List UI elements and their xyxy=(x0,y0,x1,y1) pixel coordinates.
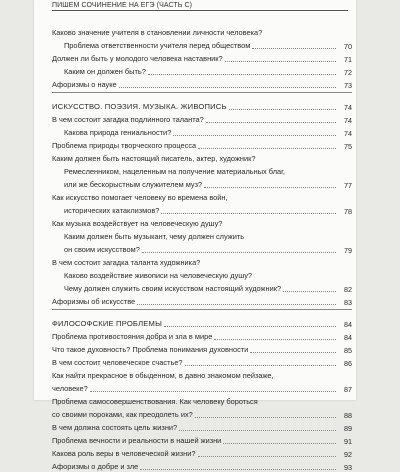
toc-entry xyxy=(52,268,352,281)
entry-text: В чем состоит человеческое счастье? xyxy=(52,358,183,368)
toc-entry xyxy=(52,355,352,368)
toc-entry xyxy=(52,281,352,294)
page-number: 72 xyxy=(344,68,352,77)
entry-text: Как найти прекрасное в обыденном, в давно знакомом пейзаже, xyxy=(52,371,274,381)
toc-section-heading xyxy=(52,314,352,329)
page-number: 93 xyxy=(344,463,352,472)
dot-leader xyxy=(164,326,336,327)
dot-leader xyxy=(225,61,336,62)
entry-text: со своими пороками, как преодолеть их? xyxy=(52,410,193,420)
entry-text: Каким должен быть настоящий писатель, актер, художник? xyxy=(52,154,256,164)
toc-entry xyxy=(52,433,352,446)
dot-leader xyxy=(252,48,336,49)
page-number: 79 xyxy=(344,246,352,255)
toc-entry xyxy=(52,190,352,203)
page-number: 70 xyxy=(344,42,352,51)
running-header: ПИШЕМ СОЧИНЕНИЕ НА ЕГЭ (ЧАСТЬ С) xyxy=(52,2,348,11)
entry-text: или же бескорыстным служителем муз? xyxy=(64,180,203,190)
page-number: 82 xyxy=(344,285,352,294)
entry-text: Какова природа гениальности? xyxy=(64,128,172,138)
toc-entry xyxy=(52,151,352,164)
dot-leader xyxy=(223,443,336,444)
toc-entry xyxy=(52,255,352,268)
entry-text: Должен ли быть у молодого человека наставник? xyxy=(52,54,223,64)
page-number: 86 xyxy=(344,359,352,368)
dot-leader xyxy=(161,213,336,214)
entry-text: Проблема природы творческого процесса xyxy=(52,141,197,151)
dot-leader xyxy=(214,339,336,340)
page-number: 85 xyxy=(344,346,352,355)
page-number: 83 xyxy=(344,298,352,307)
toc-entry xyxy=(52,25,352,38)
toc-entry xyxy=(52,64,352,77)
entry-text: Как искусство помогает человеку во времена войн, xyxy=(52,193,228,203)
toc-entry xyxy=(52,125,352,138)
section-divider xyxy=(52,92,352,93)
page-number: 91 xyxy=(344,437,352,446)
toc-section-heading xyxy=(52,97,352,112)
entry-text: Проблема ответственности учителя перед обществом xyxy=(64,41,251,51)
entry-text: Каким он должен быть? xyxy=(64,67,146,77)
entry-text: Афоризмы об искусстве xyxy=(52,297,136,307)
entry-text: Каково значение учителя в становлении личности человека? xyxy=(52,28,263,38)
entry-text: В чем должна состоять цель жизни? xyxy=(52,423,178,433)
entry-text: Какова роль веры в человеческой жизни? xyxy=(52,449,196,459)
page-number: 73 xyxy=(344,81,352,90)
dot-leader xyxy=(198,148,336,149)
entry-text: Как музыка воздействует на человеческую душу? xyxy=(52,219,223,229)
page-number: 75 xyxy=(344,142,352,151)
entry-text: Афоризмы о науке xyxy=(52,80,117,90)
toc-entry xyxy=(52,459,352,472)
entry-text: Проблема противостояния добра и зла в мире xyxy=(52,332,213,342)
page-number: 87 xyxy=(344,385,352,394)
entry-text: В чем состоит загадка подлинного таланта? xyxy=(52,115,204,125)
toc-entry xyxy=(52,381,352,394)
dot-leader xyxy=(195,417,336,418)
toc-entry xyxy=(52,229,352,242)
dot-leader xyxy=(179,430,336,431)
dot-leader xyxy=(229,109,336,110)
book-page xyxy=(34,0,356,472)
page-number: 84 xyxy=(344,333,352,342)
dot-leader xyxy=(137,304,336,305)
entry-text: Каким должен быть музыкант, чему должен служить xyxy=(64,232,245,242)
toc-entry xyxy=(52,51,352,64)
page-number: 74 xyxy=(344,129,352,138)
section-title: ИСКУССТВО. ПОЭЗИЯ. МУЗЫКА. ЖИВОПИСЬ xyxy=(52,102,227,112)
dot-leader xyxy=(119,87,336,88)
dot-leader xyxy=(198,456,336,457)
page-number: 71 xyxy=(344,55,352,64)
page-number: 89 xyxy=(344,424,352,433)
dot-leader xyxy=(185,365,336,366)
page-number: 92 xyxy=(344,450,352,459)
toc-entry xyxy=(52,394,352,407)
entry-text: Афоризмы о добре и зле xyxy=(52,462,139,472)
dot-leader xyxy=(148,74,336,75)
entry-text: Проблема вечности и реальности в нашей жизни xyxy=(52,436,222,446)
toc-entry xyxy=(52,446,352,459)
toc-entry xyxy=(52,294,352,307)
page-number: 78 xyxy=(344,207,352,216)
section-divider xyxy=(52,309,352,310)
entry-text: Проблема самосовершенствования. Как человеку бороться xyxy=(52,397,258,407)
toc-entry xyxy=(52,38,352,51)
toc-entry xyxy=(52,138,352,151)
entry-text: исторических катаклизмов? xyxy=(64,206,160,216)
toc-entry xyxy=(52,112,352,125)
entry-text: Ремесленником, нацеленным на получение материальных благ, xyxy=(64,167,285,177)
toc-entry xyxy=(52,216,352,229)
toc-entry xyxy=(52,368,352,381)
entry-text: Каково воздействие живописи на человеческую душу? xyxy=(64,271,253,281)
entry-text: В чем состоит загадка таланта художника? xyxy=(52,258,201,268)
toc-entry xyxy=(52,242,352,255)
entry-text: он своим искусством? xyxy=(64,245,140,255)
dot-leader xyxy=(142,252,336,253)
page-number: 88 xyxy=(344,411,352,420)
page-number: 77 xyxy=(344,181,352,190)
toc-entry xyxy=(52,164,352,177)
toc-entry xyxy=(52,407,352,420)
toc-entry xyxy=(52,203,352,216)
dot-leader xyxy=(90,391,336,392)
dot-leader xyxy=(173,135,336,136)
table-of-contents xyxy=(52,25,352,472)
toc-entry xyxy=(52,342,352,355)
dot-leader xyxy=(206,122,336,123)
entry-text: Чему должен служить своим искусством настоящий художник? xyxy=(64,284,282,294)
toc-entry xyxy=(52,420,352,433)
dot-leader xyxy=(283,291,336,292)
entry-text: Что такое духовность? Проблема понимания духовности xyxy=(52,345,249,355)
dot-leader xyxy=(204,187,336,188)
toc-entry xyxy=(52,177,352,190)
toc-entry xyxy=(52,329,352,342)
page-number: 84 xyxy=(344,320,352,329)
page-number: 74 xyxy=(344,103,352,112)
dot-leader xyxy=(140,469,336,470)
dot-leader xyxy=(250,352,336,353)
toc-entry xyxy=(52,77,352,90)
entry-text: человеке? xyxy=(52,384,88,394)
section-title: ФИЛОСОФСКИЕ ПРОБЛЕМЫ xyxy=(52,319,163,329)
page-number: 74 xyxy=(344,116,352,125)
